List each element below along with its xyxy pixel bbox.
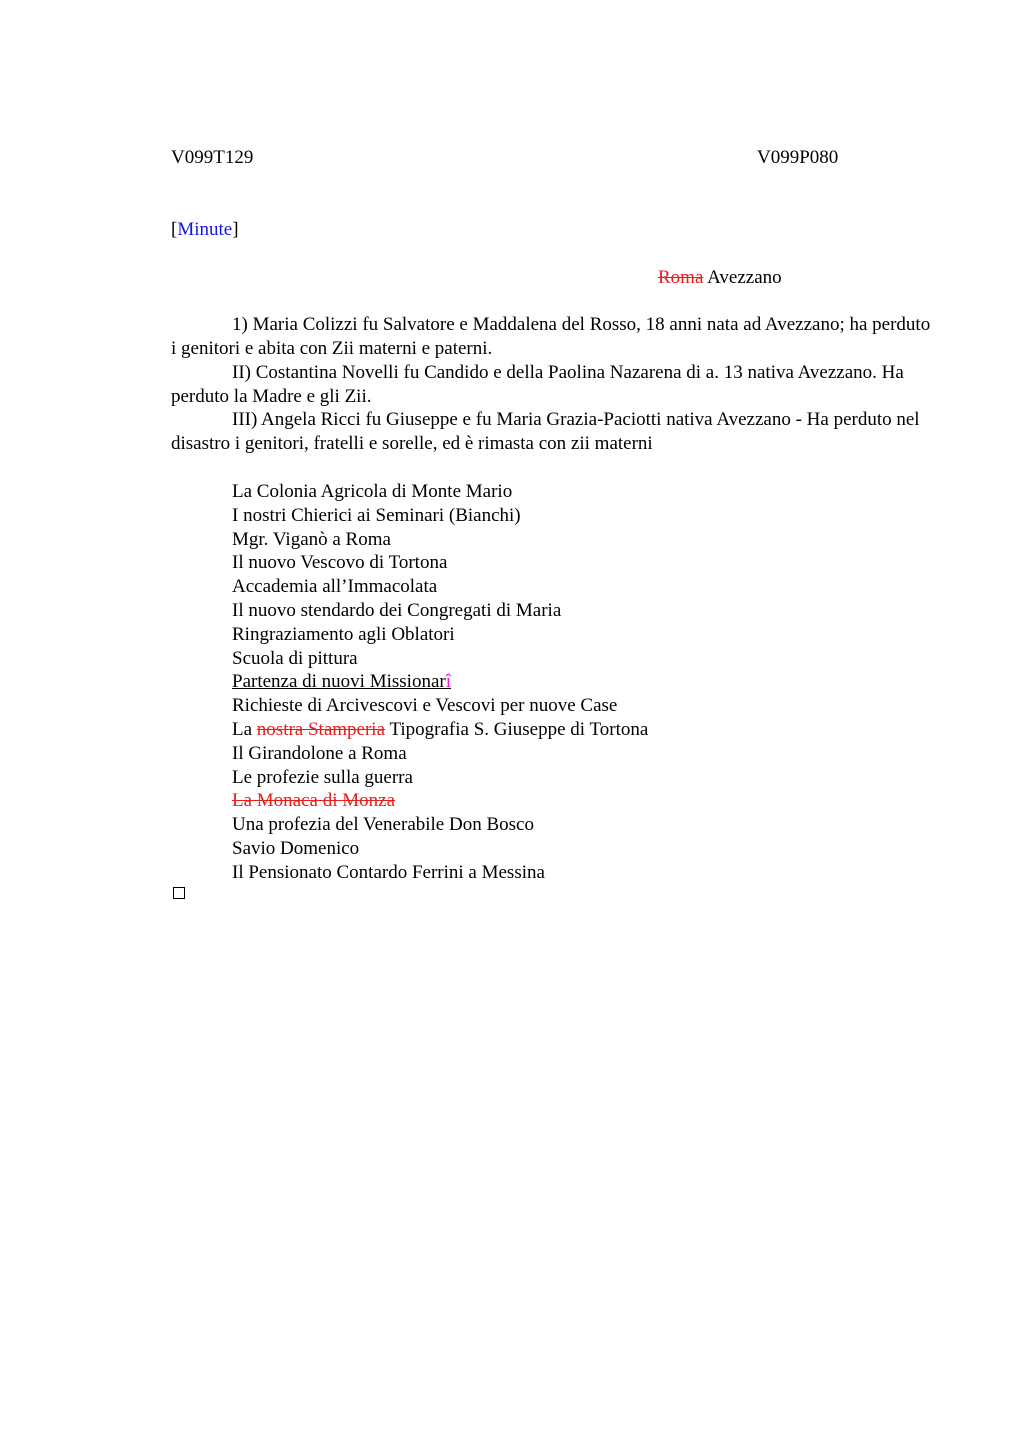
list-item: Scuola di pittura — [232, 647, 358, 669]
list-item-underlined — [232, 671, 451, 692]
minute-label: Minute — [177, 219, 233, 240]
list-item: Savio Domenico — [232, 837, 360, 859]
list-item: Richieste di Arcivescovi e Vescovi per nuove Case — [232, 695, 618, 717]
list-item: La Colonia Agricola di Monte Mario — [232, 481, 513, 502]
list-item-suffix: Tipografia S. Giuseppe di Tortona — [389, 718, 649, 740]
list-item: Il nuovo stendardo dei Congregati di Maria — [232, 599, 562, 621]
list-item: I nostri Chierici ai Seminari (Bianchi) — [232, 504, 521, 526]
list-item: Il Pensionato Contardo Ferrini a Messina — [232, 861, 545, 883]
list-item — [232, 718, 648, 742]
minute-note — [171, 218, 239, 241]
list-item: Una profezia del Venerabile Don Bosco — [232, 814, 534, 836]
list-item-text: Partenza di nuovi Missionar — [232, 671, 446, 693]
list-item — [232, 789, 648, 813]
list-item — [232, 670, 648, 694]
list-item: Il Girandolone a Roma — [232, 742, 407, 764]
list-item-deleted: La Monaca di Monza — [232, 790, 396, 812]
list-item-deleted: nostra Stamperia — [256, 718, 386, 740]
bracket-close: ] — [232, 219, 239, 240]
place-deleted: Roma — [658, 267, 704, 288]
topics-list — [232, 480, 648, 885]
list-item: Il nuovo Vescovo di Tortona — [232, 552, 448, 574]
place-line — [658, 266, 782, 289]
doc-code-right: V099P080 — [757, 147, 839, 168]
list-item-prefix: La — [232, 718, 253, 740]
paragraph-3: III) Angela Ricci fu Giuseppe e fu Maria Grazia-Paciotti nativa Avezzano - Ha perduto nel disastro i genitori, fratelli e sorelle, ed è rimasta con zii materni — [171, 409, 920, 454]
place-current: Avezzano — [707, 267, 782, 288]
list-item: Le profezie sulla guerra — [232, 766, 413, 788]
checkbox-icon[interactable] — [173, 887, 185, 899]
doc-code-left: V099T129 — [171, 147, 254, 168]
insertion-mark: î — [445, 671, 451, 693]
paragraph-1: 1) Maria Colizzi fu Salvatore e Maddalena del Rosso, 18 anni nata ad Avezzano; ha perduto i genitori e abita con Zii materni e paterni. — [171, 314, 931, 359]
list-item: Accademia all’Immacolata — [232, 576, 438, 598]
list-item: Mgr. Viganò a Roma — [232, 528, 391, 550]
paragraph-2: II) Costantina Novelli fu Candido e della Paolina Nazarena di a. 13 nativa Avezzano. Ha perduto la Madre e gli Zii. — [171, 362, 904, 407]
list-item: Ringraziamento agli Oblatori — [232, 623, 455, 645]
bracket-open: [ — [171, 219, 178, 240]
